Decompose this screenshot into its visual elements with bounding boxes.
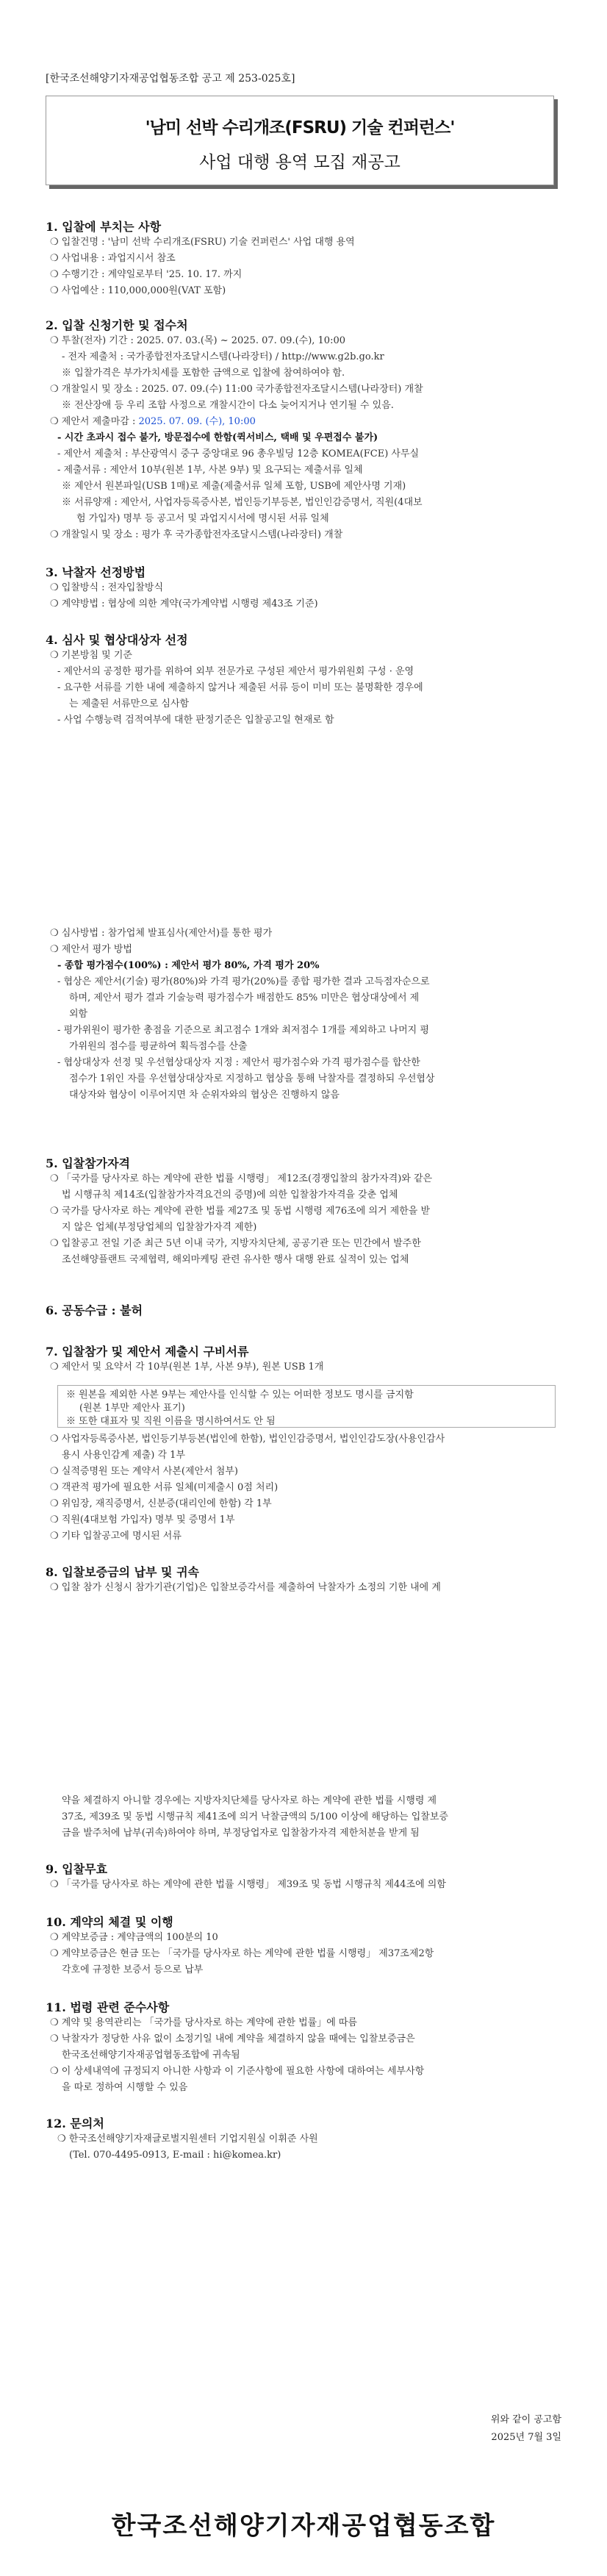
s2-line: - 시간 초과시 접수 불가, 방문접수에 한함(퀵서비스, 택배 및 우편접수 불가) xyxy=(57,432,378,443)
s7-line: ❍ 위임장, 재직증명서, 신분증(대리인에 한함) 각 1부 xyxy=(50,1498,272,1509)
s4-line: - 제안서의 공정한 평가를 위하여 외부 전문가로 구성된 제안서 평가위원회 구성 · 운영 xyxy=(57,666,414,677)
s2-line: ❍ 투찰(전자) 기간 : 2025. 07. 03.(목) ~ 2025. 07. 09.(수), 10:00 xyxy=(50,335,346,346)
s1-line: ❍ 사업내용 : 과업지시서 참조 xyxy=(50,253,176,264)
s2-line: ※ 입찰가격은 부가가치세를 포함한 금액으로 입찰에 참여하여야 함. xyxy=(62,368,345,379)
s2-line: - 전자 제출처 : 국가종합전자조달시스템(나라장터) / http://www.g2b.go.kr xyxy=(62,351,384,362)
s7-note: ※ 원본을 제외한 사본 9부는 제안사를 인식할 수 있는 어떠한 정보도 명시를 금지함 xyxy=(66,1389,414,1400)
title-box xyxy=(46,96,554,185)
s4-line: 대상자와 협상이 이루어지면 차 순위자와의 협상은 진행하지 않음 xyxy=(69,1090,340,1101)
s7-note: (원본 1부만 제안사 표기) xyxy=(79,1403,185,1414)
section-6-heading: 6. 공동수급 : 불허 xyxy=(46,1303,143,1317)
organization-name: 한국조선해양기자재공업협동조합 xyxy=(111,2511,496,2541)
s5-line: ❍ 입찰공고 전일 기준 최근 5년 이내 국가, 지방자치단체, 공공기관 또는 민간에서 발주한 xyxy=(50,1238,421,1249)
s11-line: 한국조선해양기자재공업협동조합에 귀속됨 xyxy=(62,2050,240,2061)
s5-line: 법 시행규칙 제14조(입찰참가자격요건의 증명)에 의한 입찰참가자격을 갖춘 업체 xyxy=(62,1189,398,1201)
s4-line: - 요구한 서류를 기한 내에 제출하지 않거나 제출된 서류 등이 미비 또는 불명확한 경우에 xyxy=(57,682,423,693)
s7-line: ❍ 실적증명원 또는 계약서 사본(제안서 첨부) xyxy=(50,1466,238,1477)
s12-line: (Tel. 070-4495-0913, E-mail : hi@komea.kr) xyxy=(69,2150,281,2161)
s8-line: 37조, 제39조 및 동법 시행규칙 제41조에 의거 낙찰금액의 5/100 이상에 해당하는 입찰보증 xyxy=(62,1811,448,1822)
s10-line: ❍ 계약보증금은 현금 또는 「국가를 당사자로 하는 계약에 관한 법률 시행령」 제37조제2항 xyxy=(50,1948,434,1959)
s2-deadline-value: 2025. 07. 09. (수), 10:00 xyxy=(138,416,256,427)
s10-line: 각호에 규정한 보증서 등으로 납부 xyxy=(62,1964,204,1975)
s2-line: ❍ 개찰일시 및 장소 : 2025. 07. 09.(수) 11:00 국가종합전자조달시스템(나라장터) 개찰 xyxy=(50,384,423,395)
section-11-heading: 11. 법령 관련 준수사항 xyxy=(46,2000,170,2014)
s4-line: - 사업 수행능력 검적여부에 대한 판정기준은 입찰공고일 현재로 함 xyxy=(57,715,334,726)
s4-line: - 협상대상자 선정 및 우선협상대상자 지정 : 제안서 평가점수와 가격 평가점수를 합산한 xyxy=(57,1057,420,1068)
s4-line: - 협상은 제안서(기술) 평가(80%)와 가격 평가(20%)를 종합 평가한 결과 고득점자순으로 xyxy=(57,976,430,987)
s4-line: 외함 xyxy=(69,1009,88,1020)
s1-line: ❍ 사업예산 : 110,000,000원(VAT 포함) xyxy=(50,285,226,296)
s7-line: ❍ 제안서 및 요약서 각 10부(원본 1부, 사본 9부), 원본 USB 1개 xyxy=(50,1362,324,1373)
section-5-heading: 5. 입찰참가자격 xyxy=(46,1156,131,1170)
s10-line: ❍ 계약보증금 : 계약금액의 100분의 10 xyxy=(50,1932,218,1943)
s2-line: - 제안서 제출처 : 부산광역시 중구 중앙대로 96 총우빌딩 12층 KOMEA(FCE) 사무실 xyxy=(57,448,420,459)
s1-line: ❍ 입찰건명 : '남미 선박 수리개조(FSRU) 기술 컨퍼런스' 사업 대행 용역 xyxy=(50,237,355,248)
s2-line: ※ 전산장애 등 우리 조합 사정으로 개찰시간이 다소 늦어지거나 연기될 수 있음. xyxy=(62,400,394,411)
s2-line: ※ 제안서 원본파일(USB 1매)로 제출(제출서류 일체 포함, USB에 제안사명 기재) xyxy=(62,481,406,492)
section-7-heading: 7. 입찰참가 및 제안서 제출시 구비서류 xyxy=(46,1345,249,1359)
notice-title-main: '남미 선박 수리개조(FSRU) 기술 컨퍼런스' xyxy=(145,118,455,137)
section-10-heading: 10. 계약의 체결 및 이행 xyxy=(46,1915,173,1929)
s12-line: ❍ 한국조선해양기자재글로벌지원센터 기업지원실 이휘준 사원 xyxy=(57,2133,318,2144)
s4-line: - 평가위원이 평가한 총점을 기준으로 최고점수 1개와 최저점수 1개를 제외하고 나머지 평 xyxy=(57,1025,429,1036)
s5-line: ❍ 국가를 당사자로 하는 계약에 관한 법률 제27조 및 동법 시행령 제76조에 의거 제한을 받 xyxy=(50,1206,431,1217)
section-8-heading: 8. 입찰보증금의 납부 및 귀속 xyxy=(46,1565,200,1579)
s4-line: 하며, 제안서 평가 결과 기술능력 평가점수가 배점한도 85% 미만은 협상대상에서 제 xyxy=(69,992,420,1003)
s2-line: 험 가입자) 명부 등 공고서 및 과업지시서에 명시된 서류 일체 xyxy=(76,513,329,524)
s1-line: ❍ 수행기간 : 계약일로부터 '25. 10. 17. 까지 xyxy=(50,269,243,280)
notice-reference-number: [한국조선해양기자재공업협동조합 공고 제 253-025호] xyxy=(46,73,295,85)
s4-line: ❍ 제안서 평가 방법 xyxy=(50,944,132,955)
notice-title-sub: 사업 대행 용역 모집 재공고 xyxy=(199,153,401,172)
s2-line: ※ 서류양재 : 제안서, 사업자등록증사본, 법인등기부등본, 법인인감증명서, 직원(4대보 xyxy=(62,497,423,508)
section-1-heading: 1. 입찰에 부치는 사항 xyxy=(46,220,162,234)
s2-line: - 제출서류 : 제안서 10부(원본 1부, 사본 9부) 및 요구되는 제출서류 일체 xyxy=(57,465,363,476)
s7-line: ❍ 사업자등록증사본, 법인등기부등본(법인에 한함), 법인인감증명서, 법인인감도장(사용인감사 xyxy=(50,1434,445,1445)
closing-statement: 위와 같이 공고함 xyxy=(490,2414,561,2425)
s5-line: 지 않은 업체(부정당업체의 입찰참가자격 제한) xyxy=(62,1222,257,1233)
s8-line: 금을 발주처에 납부(귀속)하여야 하며, 부정당업자로 입찰참가자격 제한처분을 받게 됨 xyxy=(62,1828,420,1839)
s9-line: ❍ 「국가를 당사자로 하는 계약에 관한 법률 시행령」 제39조 및 동법 시행규칙 제44조에 의함 xyxy=(50,1879,446,1890)
section-9-heading: 9. 입찰무효 xyxy=(46,1862,108,1876)
s2-line: ❍ 개찰일시 및 장소 : 평가 후 국가종합전자조달시스템(나라장터) 개찰 xyxy=(50,529,343,540)
s2-deadline-line xyxy=(50,416,256,428)
section-3-heading: 3. 낙찰자 선정방법 xyxy=(46,565,146,579)
s3-line: ❍ 입찰방식 : 전자입찰방식 xyxy=(50,582,164,593)
s4-line: ❍ 심사방법 : 참가업체 발표심사(제안서)를 통한 평가 xyxy=(50,928,273,939)
s7-line: ❍ 기타 입찰공고에 명시된 서류 xyxy=(50,1531,182,1542)
s3-line: ❍ 계약방법 : 협상에 의한 계약(국가계약법 시행령 제43조 기준) xyxy=(50,598,318,609)
s7-note: ※ 또한 대표자 및 직원 이름을 명시하여서도 안 됨 xyxy=(66,1416,276,1427)
section-12-heading: 12. 문의처 xyxy=(46,2117,104,2130)
s5-line: 조선해양플랜트 국제협력, 해외마케팅 관련 유사한 행사 대행 완료 실적이 있는 업체 xyxy=(62,1254,409,1265)
s7-line: ❍ 직원(4대보험 가입자) 명부 및 증명서 1부 xyxy=(50,1514,235,1525)
s2-deadline-label: ❍ 제안서 제출마감 : xyxy=(50,416,139,427)
s4-line: 점수가 1위인 자를 우선협상대상자로 지정하고 협상을 통해 낙찰자를 결정하되 우선협상 xyxy=(69,1073,435,1084)
s4-line: - 종합 평가점수(100%) : 제안서 평가 80%, 가격 평가 20% xyxy=(57,960,320,971)
s5-line: ❍ 「국가를 당사자로 하는 계약에 관한 법률 시행령」 제12조(경쟁입찰의 참가자격)와 같은 xyxy=(50,1173,433,1184)
s7-line: ❍ 객관적 평가에 필요한 서류 일체(미제출시 0점 처리) xyxy=(50,1482,279,1493)
s7-line: 용시 사용인감계 제출) 각 1부 xyxy=(62,1450,186,1461)
s4-line: 는 제출된 서류만으로 심사함 xyxy=(69,698,190,709)
s8-line: ❍ 입찰 참가 신청시 참가기관(기업)은 입찰보증각서를 제출하여 낙찰자가 소정의 기한 내에 계 xyxy=(50,1582,441,1593)
s11-line: ❍ 이 상세내역에 규정되지 아니한 사항과 이 기준사항에 필요한 사항에 대하여는 세부사항 xyxy=(50,2066,425,2077)
s11-line: 을 따로 정하여 시행할 수 있음 xyxy=(62,2082,188,2093)
section-2-heading: 2. 입찰 신청기한 및 접수처 xyxy=(46,318,188,332)
s11-line: ❍ 계약 및 용역관리는 「국가를 당사자로 하는 계약에 관한 법률」에 따름 xyxy=(50,2017,358,2028)
s11-line: ❍ 낙찰자가 정당한 사유 없이 소정기일 내에 계약을 체결하지 않을 때에는 입찰보증금은 xyxy=(50,2033,415,2044)
section-4-heading: 4. 심사 및 협상대상자 선정 xyxy=(46,633,188,647)
s4-line: ❍ 기본방침 및 기준 xyxy=(50,650,132,661)
s4-line: 가위원의 점수를 평균하여 획득점수를 산출 xyxy=(69,1041,248,1052)
s8-line: 약을 체결하지 아니할 경우에는 지방자치단체를 당사자로 하는 계약에 관한 법률 시행령 제 xyxy=(62,1795,437,1806)
closing-date: 2025년 7월 3일 xyxy=(491,2432,561,2443)
